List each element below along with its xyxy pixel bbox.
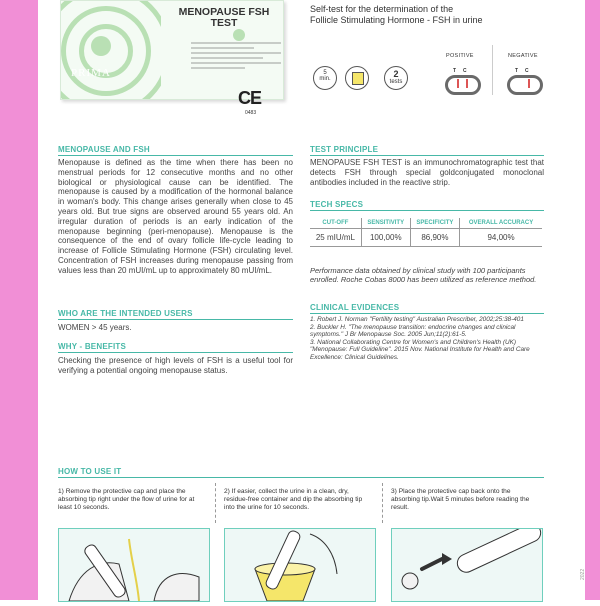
positive-c-label: C [463, 68, 467, 74]
step-1-text: 1) Remove the protective cap and place the absorbing tip right under the flow of urine for at least 10 seconds. [58, 488, 195, 511]
step-3-illustration [391, 528, 543, 602]
box-circle-graphic [61, 1, 161, 99]
test-principle-body: MENOPAUSE FSH TEST is an immunochromatographic test that detects FSH through special goldconjugated monoclonal antibodies included in the reactive strip. [310, 158, 544, 187]
negative-label: NEGATIVE [508, 53, 538, 59]
box-logo-icon [233, 29, 245, 41]
tech-specs-rule [310, 210, 544, 211]
right-color-band [585, 0, 600, 600]
brand-logo: PRIMA [71, 67, 111, 79]
test-principle-heading: TEST PRINCIPLE [310, 145, 379, 154]
step-1-illustration [58, 528, 210, 602]
menopause-fsh-rule [58, 155, 293, 156]
negative-t-label: T [515, 68, 519, 74]
spec-value: 94,00% [460, 229, 542, 247]
clinical-references [310, 316, 544, 362]
urine-cup-icon [345, 66, 369, 90]
ce-number: 0483 [245, 110, 257, 116]
reference-item: 1. Robert J. Norman "Fertility testing" Australian Prescriber, 2002;25:38-401 [310, 316, 524, 323]
clinical-evidences-heading: CLINICAL EVIDENCES [310, 303, 400, 312]
tech-specs-heading: TECH SPECS [310, 200, 364, 209]
spec-col-header: CUT-OFF [310, 218, 361, 229]
reference-item: 2. Buckler H. "The menopause transition: endocrine changes and clinical symptoms." J Br Menopause Soc. 2005 Jun;11(2):61-5. [310, 323, 516, 339]
print-year: 2022 [580, 568, 586, 580]
spec-col-header: SPECIFICITY [410, 218, 459, 229]
why-benefits-heading: WHY - BENEFITS [58, 342, 126, 351]
intended-users-rule [58, 319, 293, 320]
intended-users-heading: WHO ARE THE INTENDED USERS [58, 309, 193, 318]
how-to-use-rule [58, 477, 544, 478]
negative-c-label: C [525, 68, 529, 74]
spec-col-header: OVERALL ACCURACY [460, 218, 542, 229]
how-to-use-heading: HOW TO USE IT [58, 467, 122, 476]
positive-result-strip [445, 75, 481, 95]
left-color-band [0, 0, 38, 600]
intended-users-body: WOMEN > 45 years. [58, 323, 132, 332]
tests-count-icon: 2 tests [384, 66, 408, 90]
positive-label: POSITIVE [446, 53, 474, 59]
menopause-fsh-heading: MENOPAUSE AND FSH [58, 145, 150, 154]
why-benefits-body: Checking the presence of high levels of FSH is a useful tool for verifying a potential ongoing menopause status. [58, 356, 293, 375]
product-box-image [60, 0, 284, 100]
tech-specs-note: Performance data obtained by clinical study with 100 participants enrolled. Roche Cobas 8000 has been utilized as reference method. [310, 266, 537, 284]
step-3-text: 3) Place the protective cap back onto the absorbing tip.Wait 5 minutes before reading the result. [391, 488, 530, 511]
menopause-fsh-body: Menopause is defined as the time when there has been no menstrual periods for 12 consecutive months and no other biological or physiological cause can be identified. The menopause is caused by a modification of the hormonal balance in woman's body. This change arises generally when close to 45 years old. But true signs are observed around 55 years old. An irregular duration of periods is an early indication of the menopause beginning (peri-menopause). Menopause is the consequence of the end of ovary follicle life-cycle leading to increase of Follicle Stimulating Hormone (FSH) circulating level. Concentration of FSH increases during menopause passing from values less than 20 mUI/mL up to approximately 80 mUI/mL. [58, 158, 293, 275]
step-2-text: 2) If easier, collect the urine in a clean, dry, residue-free container and dip the absorbing tip into the urine for 10 seconds. [224, 488, 363, 511]
spec-value: 100,00% [361, 229, 410, 247]
ce-mark: CE [238, 88, 262, 108]
spec-value: 86,90% [410, 229, 459, 247]
negative-result-strip [507, 75, 543, 95]
tech-specs-table [310, 218, 542, 247]
reference-item: 3. National Collaborating Centre for Women's and Children's Health (UK) "Menopause: Full Guideline". 2015 Nov. National Institute for Health and Care Excellence: Clinical Guidelines. [310, 338, 530, 361]
box-fine-print [191, 39, 281, 72]
step-divider [382, 483, 384, 523]
step-divider [215, 483, 217, 523]
why-benefits-rule [58, 352, 293, 353]
spec-col-header: SENSITIVITY [361, 218, 410, 229]
product-subtitle: Self-test for the determination of the Follicle Stimulating Hormone - FSH in urine [310, 4, 483, 25]
box-title: MENOPAUSE FSH TEST [178, 6, 270, 29]
clock-icon: 5 min. [313, 66, 337, 90]
result-divider [492, 45, 493, 95]
spec-value: 25 mIU/mL [310, 229, 361, 247]
clinical-evidences-rule [310, 313, 544, 314]
positive-t-label: T [453, 68, 457, 74]
step-2-illustration [224, 528, 376, 602]
test-principle-rule [310, 155, 544, 156]
